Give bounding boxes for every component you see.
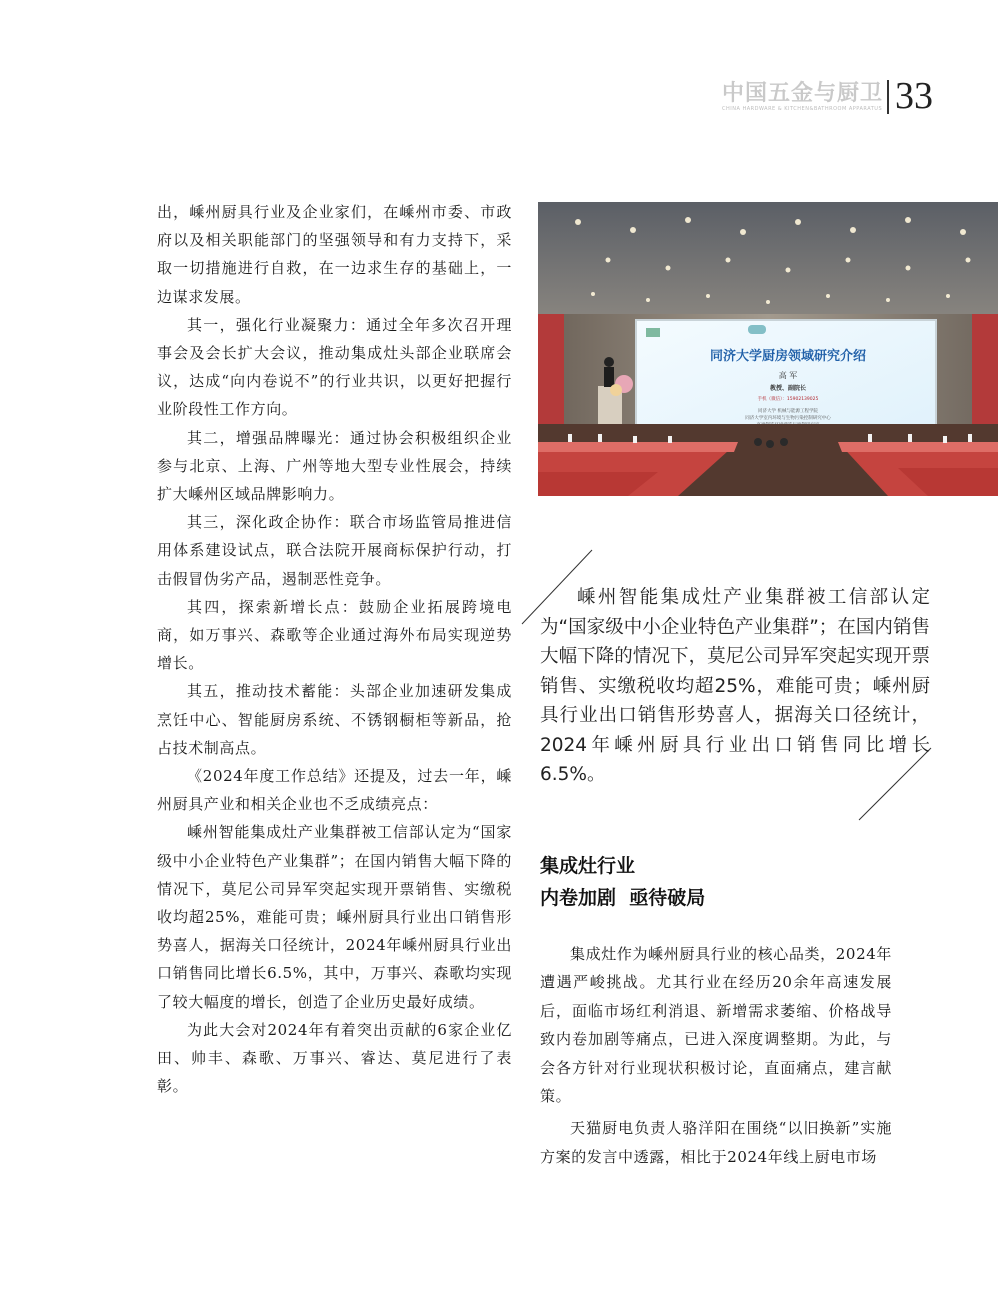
left-column bbox=[157, 198, 512, 1101]
logo-title: 中国五金与厨卫 bbox=[722, 81, 884, 106]
section-heading bbox=[540, 850, 705, 914]
right-column bbox=[540, 940, 892, 1171]
paragraph: 天猫厨电负责人骆洋阳在围绕“以旧换新”实施方案的发言中透露，相比于2024年线上厨电市场 bbox=[540, 1119, 892, 1166]
paragraph: 《2024年度工作总结》还提及，过去一年，嵊州厨具产业和相关企业也不乏成绩亮点： bbox=[157, 767, 512, 814]
slide-affiliation: 同济大学 机械与能源工程学院 bbox=[758, 409, 818, 414]
slide-presenter-phone: 手机（微信）：15902139025 bbox=[757, 397, 819, 402]
paragraph: 其三，深化政企协作：联合市场监管局推进信用体系建设试点，联合法院开展商标保护行动，打击假冒伪劣产品，遏制恶性竞争。 bbox=[157, 513, 512, 588]
page-number: 33 bbox=[895, 75, 933, 117]
section-heading-line: 集成灶行业 bbox=[540, 855, 636, 877]
paragraph: 其二，增强品牌曝光：通过协会积极组织企业参与北京、上海、广州等地大型专业性展会，持续扩大嵊州区域品牌影响力。 bbox=[157, 428, 512, 504]
paragraph: 为此大会对2024年有着突出贡献的6家企业亿田、帅丰、森歌、万事兴、睿达、莫尼进行了表彰。 bbox=[157, 1020, 512, 1096]
paragraph: 出，嵊州厨具行业及企业家们，在嵊州市委、市政府以及相关职能部门的坚强领导和有力支持下，采取一切措施进行自救，在一边求生存的基础上，一边谋求发展。 bbox=[157, 203, 512, 306]
logo-subtitle: CHINA HARDWARE & KITCHEN&BATHROOM APPARATUS bbox=[722, 106, 883, 112]
paragraph: 其五，推动技术蓄能：头部企业加速研发集成烹饪中心、智能厨房系统、不锈钢橱柜等新品，抢占技术制高点。 bbox=[157, 682, 512, 757]
header-divider bbox=[887, 80, 889, 114]
slide-presenter-title: 教授、副院长 bbox=[769, 385, 807, 392]
section-heading-line: 内卷加剧 亟待破局 bbox=[540, 887, 706, 909]
slide-presenter-name: 高 军 bbox=[778, 371, 798, 380]
paragraph: 集成灶作为嵊州厨具行业的核心品类，2024年遭遇严峻挑战。尤其行业在经历20余年高速发展后，面临市场红利消退、新增需求萎缩、价格战导致内卷加剧等痛点，已进入深度调整期。为此，与会各方针对行业现状积极讨论，直面痛点，建言献策。 bbox=[540, 945, 892, 1106]
paragraph: 嵊州智能集成灶产业集群被工信部认定为“国家级中小企业特色产业集群”；在国内销售大幅下降的情况下，莫尼公司异军突起实现开票销售、实缴税收均超25%，难能可贵；嵊州厨具行业出口销售形势喜人，据海关口径统计，2024年嵊州厨具行业出口销售同比增长6.5%，其中，万事兴、森歌均实现了较大幅度的增长，创造了企业历史最好成绩。 bbox=[157, 823, 512, 1011]
pull-quote-text: 嵊州智能集成灶产业集群被工信部认定为“国家级中小企业特色产业集群”；在国内销售大幅下降的情况下，莫尼公司异军突起实现开票销售、实缴税收均超25%，难能可贵；嵊州厨具行业出口销售形势喜人，据海关口径统计，2024年嵊州厨具行业出口销售同比增长6.5%。 bbox=[540, 587, 930, 785]
slide-title: 同济大学厨房领域研究介绍 bbox=[709, 349, 867, 364]
paragraph: 其一，强化行业凝聚力：通过全年多次召开理事会及会长扩大会议，推动集成灶头部企业联席会议，达成“向内卷说不”的行业共识，以更好把握行业阶段性工作方向。 bbox=[157, 315, 512, 419]
paragraph: 其四，探索新增长点：鼓励企业拓展跨境电商，如万事兴、森歌等企业通过海外布局实现逆势增长。 bbox=[157, 597, 512, 673]
conference-photo bbox=[538, 202, 998, 496]
magazine-logo bbox=[722, 81, 884, 116]
pull-quote bbox=[540, 583, 930, 790]
slide-affiliation: 同济大学室内环境与生物污染控制研究中心 bbox=[745, 416, 831, 421]
